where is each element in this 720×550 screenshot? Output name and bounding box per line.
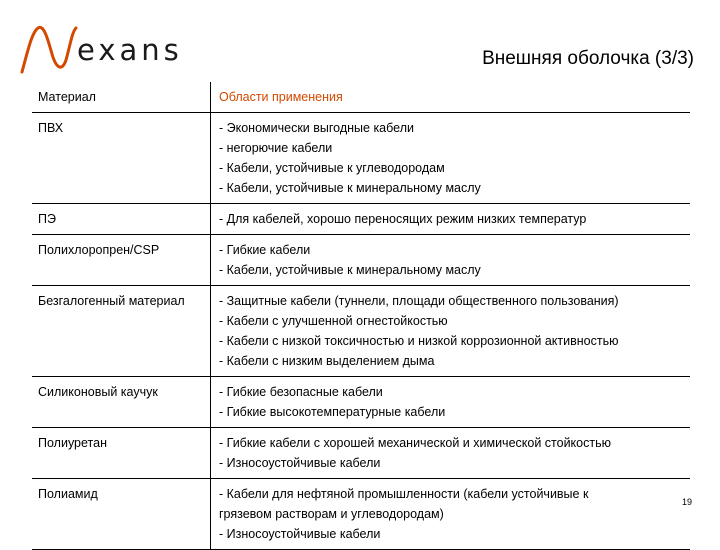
column-header-material: Материал bbox=[38, 90, 96, 104]
applications-cell bbox=[210, 286, 690, 376]
table-row bbox=[32, 377, 690, 428]
application-line: - Гибкие кабели bbox=[219, 243, 311, 257]
page-number: 19 bbox=[682, 497, 693, 507]
applications-cell bbox=[210, 479, 693, 549]
application-line: - Гибкие кабели с хорошей механической и химической стойкостью bbox=[219, 436, 611, 450]
page-title: Внешняя оболочка (3/3) bbox=[482, 48, 694, 69]
column-header-applications: Области применения bbox=[210, 82, 690, 112]
application-line: грязевом растворам и углеводородам) bbox=[219, 507, 444, 521]
application-line: - Гибкие высокотемпературные кабели bbox=[219, 405, 446, 419]
material-cell: Полиуретан bbox=[38, 436, 107, 450]
material-cell: ПВХ bbox=[38, 121, 64, 135]
applications-cell bbox=[210, 204, 690, 234]
table-row bbox=[32, 479, 693, 550]
material-cell: Полихлоропрен/CSP bbox=[38, 243, 160, 257]
material-cell: ПЭ bbox=[38, 212, 56, 226]
applications-cell bbox=[210, 428, 690, 478]
applications-cell bbox=[210, 377, 690, 427]
application-line: - Защитные кабели (туннели, площади общественного пользования) bbox=[219, 294, 619, 308]
application-line: - Износоустойчивые кабели bbox=[219, 527, 381, 541]
material-cell: Безгалогенный материал bbox=[38, 294, 185, 308]
application-line: - Кабели с улучшенной огнестойкостью bbox=[219, 314, 448, 328]
table-row bbox=[32, 235, 690, 286]
application-line: - Кабели с низким выделением дыма bbox=[219, 354, 435, 368]
logo-text: exans bbox=[77, 33, 183, 67]
application-line: - Кабели с низкой токсичностью и низкой коррозионной активностью bbox=[219, 334, 619, 348]
table-row bbox=[32, 286, 690, 377]
application-line: - Кабели, устойчивые к углеводородам bbox=[219, 161, 445, 175]
material-cell: Полиамид bbox=[38, 487, 98, 501]
application-line: - негорючие кабели bbox=[219, 141, 333, 155]
application-line: - Для кабелей, хорошо переносящих режим низких температур bbox=[219, 212, 587, 226]
table-row bbox=[32, 113, 690, 204]
application-line: - Кабели, устойчивые к минеральному маслу bbox=[219, 181, 481, 195]
application-line: - Кабели для нефтяной промышленности (кабели устойчивые к bbox=[219, 487, 589, 501]
application-line: - Гибкие безопасные кабели bbox=[219, 385, 383, 399]
applications-cell bbox=[210, 235, 690, 285]
material-cell: Силиконовый каучук bbox=[38, 385, 158, 399]
table-row bbox=[32, 428, 690, 479]
application-line: - Кабели, устойчивые к минеральному маслу bbox=[219, 263, 481, 277]
application-line: - Экономически выгодные кабели bbox=[219, 121, 414, 135]
table-row bbox=[32, 204, 690, 235]
application-line: - Износоустойчивые кабели bbox=[219, 456, 381, 470]
table-header-row bbox=[32, 82, 690, 113]
applications-cell bbox=[210, 113, 690, 203]
materials-table bbox=[32, 82, 693, 550]
